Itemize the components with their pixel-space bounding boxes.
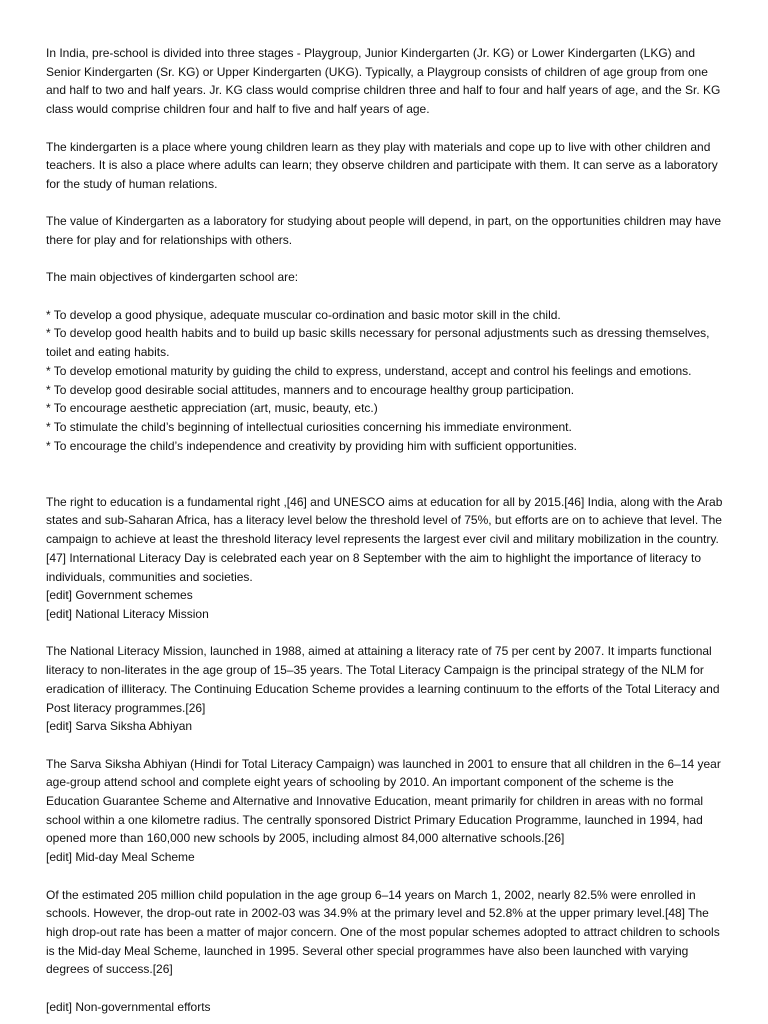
edit-ssa-heading[interactable]: [edit] Sarva Siksha Abhiyan xyxy=(46,719,193,734)
right-to-education-paragraph: The right to education is a fundamental right ,[46] and UNESCO aims at education for all by 2015.[46] India, along with the Arab states and sub-Saharan Africa, has a literacy level below the threshold level of 75%, but efforts are on to achieve that level. The campaign to achieve at least the threshold literacy level represents the largest ever civil and military mobilization in the country.[47] International Literacy Day is celebrated each year on 8 September with the aim to highlight the importance of literacy to individuals, communities and societies. xyxy=(46,494,723,584)
objectives-heading: The main objectives of kindergarten school are: xyxy=(46,270,299,285)
objectives-list xyxy=(46,306,728,456)
edit-ngo-heading[interactable]: [edit] Non-governmental efforts xyxy=(46,999,211,1014)
ssa-paragraph: The Sarva Siksha Abhiyan (Hindi for Total Literacy Campaign) was launched in 2001 to ensure that all children in the 6–14 year age-group attend school and complete eight years of schooling by 2010. An important component of the scheme is the Education Guarantee Scheme and Alternative and Innovative Education, meant primarily for children in areas with no formal school within a one kilometre radius. The centrally sponsored District Primary Education Programme, launched in 1994, had opened more than 160,000 new schools by 2005, including almost 84,000 alternative schools.[26] xyxy=(46,756,721,846)
list-item: * To develop good health habits and to build up basic skills necessary for personal adjustments such as dressing themselves, toilet and eating habits. xyxy=(46,326,710,360)
blank-line xyxy=(46,474,728,493)
midday-meal-paragraph: Of the estimated 205 million child population in the age group 6–14 years on March 1, 2002, nearly 82.5% were enrolled in schools. However, the drop-out rate in 2002-03 was 34.9% at the primary level and 52.8% at the upper primary level.[48] The high drop-out rate has been a matter of major concern. One of the most popular schemes adopted to attract children to schools is the Mid-day Meal Scheme, launched in 1995. Several other special programmes have also been launched with varying degrees of success.[26] xyxy=(46,887,720,977)
edit-nlm-heading[interactable]: [edit] National Literacy Mission xyxy=(46,607,209,621)
edit-midday-meal-heading[interactable]: [edit] Mid-day Meal Scheme xyxy=(46,850,195,865)
list-item: * To encourage aesthetic appreciation (art, music, beauty, etc.) xyxy=(46,401,378,416)
list-item: * To develop good desirable social attitudes, manners and to encourage healthy group participation. xyxy=(46,382,575,397)
blank-line xyxy=(46,455,728,474)
intro-paragraph: In India, pre-school is divided into three stages - Playgroup, Junior Kindergarten (Jr. KG) or Lower Kindergarten (LKG) and Senior Kindergarten (Sr. KG) or Upper Kindergarten (UKG). Typically, a Playgroup consists of children of age group from one and half to two and half years. Jr. KG class would comprise children three and half to four and half years of age, and the Sr. KG class would comprise children four and half to five and half years of age. xyxy=(46,46,721,117)
kindergarten-place-paragraph: The kindergarten is a place where young children learn as they play with materials and cope up to live with other children and teachers. It is also a place where adults can learn; they observe children and participate with them. It can serve as a laboratory for the study of human relations. xyxy=(46,139,718,191)
list-item: * To develop a good physique, adequate muscular co-ordination and basic motor skill in the child. xyxy=(46,307,561,322)
kindergarten-value-paragraph: The value of Kindergarten as a laboratory for studying about people will depend, in part, on the opportunities children may have there for play and for relationships with others. xyxy=(46,214,722,247)
list-item: * To encourage the child’s independence and creativity by providing him with sufficient opportunities. xyxy=(46,438,577,453)
list-item: * To stimulate the child’s beginning of intellectual curiosities concerning his immediate environment. xyxy=(46,420,572,434)
nlm-paragraph: The National Literacy Mission, launched in 1988, aimed at attaining a literacy rate of 75 per cent by 2007. It imparts functional literacy to non-literates in the age group of 15–35 years. The Total Literacy Campaign is the principal strategy of the NLM for eradication of illiteracy. The Continuing Education Scheme provides a learning continuum to the efforts of the Total Literacy and Post literacy programmes.[26] xyxy=(46,644,720,715)
list-item: * To develop emotional maturity by guiding the child to express, understand, accept and control his feelings and emotions. xyxy=(46,363,692,378)
edit-government-schemes-heading[interactable]: [edit] Government schemes xyxy=(46,588,193,603)
